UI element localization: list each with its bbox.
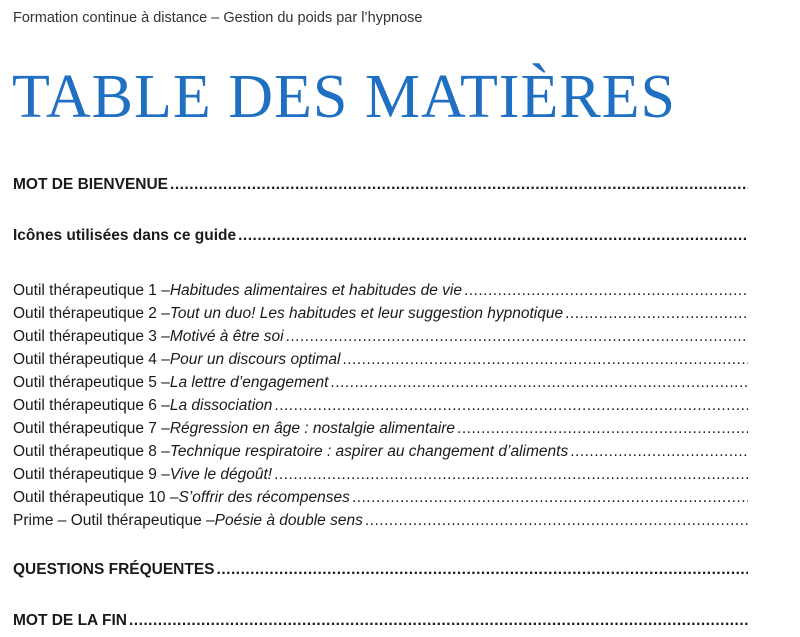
toc-entry-label: MOT DE BIENVENUE — [13, 176, 169, 193]
dot-leader — [286, 328, 748, 346]
toc-entry-label: Outil thérapeutique 8 – — [13, 443, 170, 460]
toc-entry-label: Outil thérapeutique 10 – — [13, 489, 179, 506]
toc-entry-title: Régression en âge : nostalgie alimentaire — [169, 420, 456, 437]
toc-entry-label: Outil thérapeutique 2 – — [13, 305, 170, 322]
dot-leader — [565, 305, 748, 323]
page-title: TABLE DES MATIÈRES — [12, 63, 677, 131]
dot-leader — [330, 374, 748, 392]
dot-leader — [129, 612, 748, 630]
toc-entry-icons[interactable] — [13, 227, 748, 252]
toc-entry-title: Vive le dégoût! — [169, 466, 273, 483]
dot-leader — [238, 227, 748, 245]
dot-leader — [464, 282, 748, 300]
dot-leader — [217, 561, 748, 579]
dot-leader — [365, 512, 748, 530]
toc-entry-label: MOT DE LA FIN — [13, 612, 127, 629]
toc-entry-title: Technique respiratoire : aspirer au changement d’aliments — [169, 443, 569, 460]
dot-leader — [570, 443, 748, 461]
toc-entry-label: Outil thérapeutique 4 – — [13, 351, 170, 368]
dot-leader — [170, 176, 748, 194]
toc-entry-label: Outil thérapeutique 5 – — [13, 374, 170, 391]
table-of-contents — [13, 176, 748, 637]
toc-entry-title: La lettre d’engagement — [169, 374, 329, 391]
toc-entry-label: QUESTIONS FRÉQUENTES — [13, 561, 215, 578]
toc-entry-label: Icônes utilisées dans ce guide — [13, 227, 237, 244]
toc-entry-title: La dissociation — [169, 397, 273, 414]
toc-entry-label: Outil thérapeutique 9 – — [13, 466, 170, 483]
dot-leader — [274, 466, 748, 484]
toc-entry-tool-2[interactable] — [13, 305, 748, 328]
dot-leader — [352, 489, 748, 507]
toc-entry-faq[interactable] — [13, 561, 748, 586]
toc-tools-list — [13, 282, 748, 535]
toc-entry-end[interactable] — [13, 612, 748, 637]
toc-entry-tool-7[interactable] — [13, 420, 748, 443]
toc-entry-tool-6[interactable] — [13, 397, 748, 420]
toc-entry-tool-bonus[interactable] — [13, 512, 748, 535]
toc-entry-title: Poésie à double sens — [214, 512, 363, 529]
toc-entry-tool-10[interactable] — [13, 489, 748, 512]
dot-leader — [342, 351, 748, 369]
toc-entry-tool-4[interactable] — [13, 351, 748, 374]
toc-entry-label: Outil thérapeutique 7 – — [13, 420, 170, 437]
toc-entry-label: Prime – Outil thérapeutique – — [13, 512, 215, 529]
toc-entry-tool-1[interactable] — [13, 282, 748, 305]
toc-entry-label: Outil thérapeutique 6 – — [13, 397, 170, 414]
toc-entry-title: Pour un discours optimal — [169, 351, 341, 368]
toc-entry-title: Motivé à être soi — [169, 328, 284, 345]
toc-entry-tool-5[interactable] — [13, 374, 748, 397]
running-header: Formation continue à distance – Gestion du poids par l’hypnose — [13, 10, 423, 26]
toc-entry-title: Tout un duo! Les habitudes et leur suggestion hypnotique — [169, 305, 564, 322]
toc-entry-title: S’offrir des récompenses — [178, 489, 350, 506]
toc-entry-tool-8[interactable] — [13, 443, 748, 466]
dot-leader — [274, 397, 748, 415]
toc-entry-label: Outil thérapeutique 1 – — [13, 282, 170, 299]
toc-entry-title: Habitudes alimentaires et habitudes de vie — [169, 282, 462, 299]
toc-entry-label: Outil thérapeutique 3 – — [13, 328, 170, 345]
toc-entry-welcome[interactable] — [13, 176, 748, 201]
dot-leader — [457, 420, 748, 438]
toc-entry-tool-9[interactable] — [13, 466, 748, 489]
toc-entry-tool-3[interactable] — [13, 328, 748, 351]
